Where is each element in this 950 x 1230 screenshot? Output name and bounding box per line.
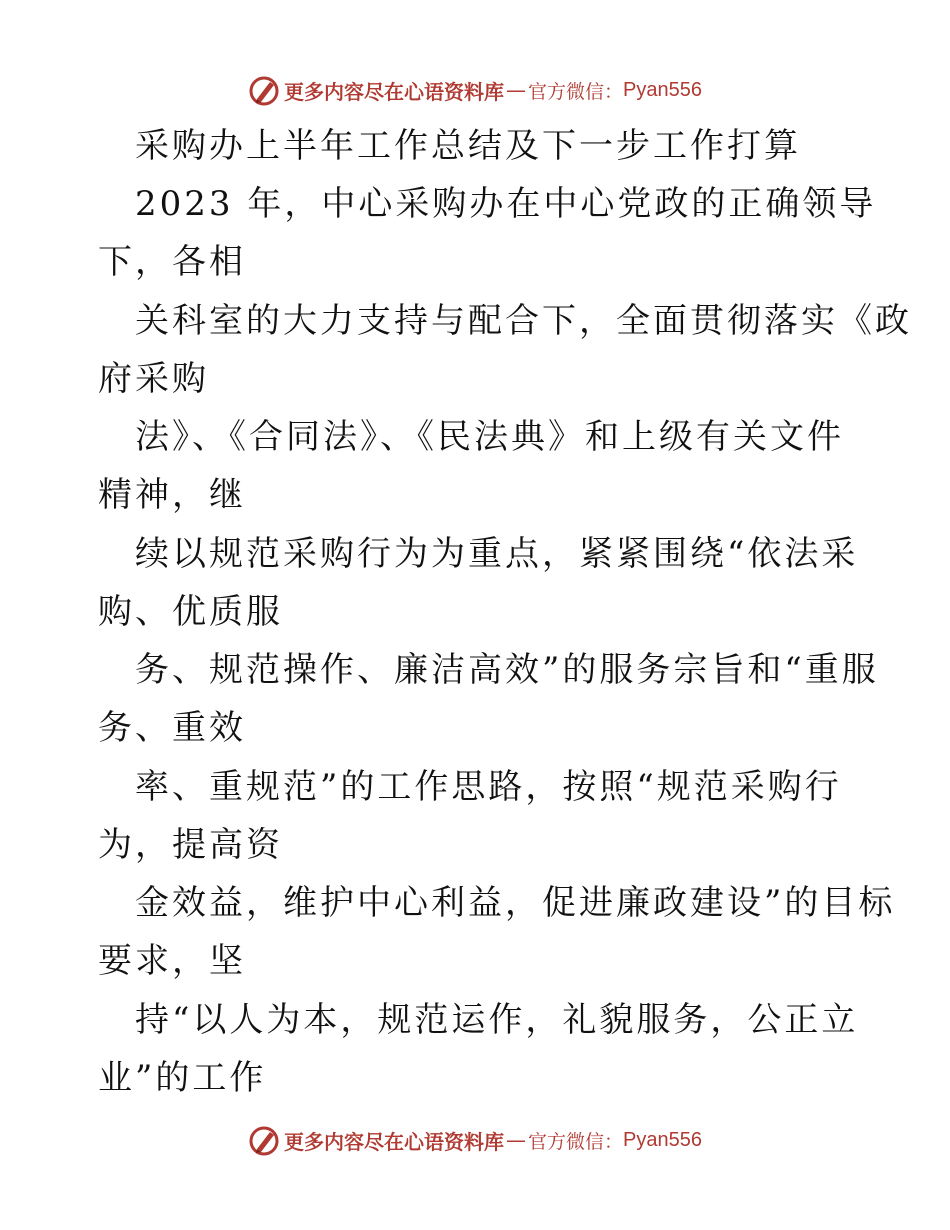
document-title: 采购办上半年工作总结及下一步工作打算 [135, 126, 801, 166]
paragraph-line: 下，各相 [98, 242, 246, 282]
banner-contact-label: 官方微信： [528, 1130, 624, 1153]
paragraph-line: 精神，继 [98, 475, 246, 515]
paragraph-line: 率、重规范”的工作思路，按照“规范采购行 [135, 767, 842, 807]
banner-text: 更多内容尽在心语资料库 [284, 1129, 504, 1154]
banner-separator: — [506, 78, 526, 102]
paragraph-line: 为，提高资 [98, 825, 283, 865]
banner-contact-id: Pyan556 [623, 1128, 702, 1151]
banner-separator: — [506, 1128, 526, 1152]
footer-banner [0, 1120, 950, 1160]
pen-logo-icon [248, 74, 280, 106]
paragraph-line: 府采购 [98, 359, 209, 399]
banner-contact-id: Pyan556 [623, 78, 702, 101]
paragraph-line: 持“以人为本，规范运作，礼貌服务，公正立 [135, 1000, 859, 1040]
paragraph-line: 续以规范采购行为为重点，紧紧围绕“依法采 [135, 534, 859, 574]
paragraph-line: 金效益，维护中心利益，促进廉政建设”的目标 [135, 883, 896, 923]
paragraph-line: 务、规范操作、廉洁高效”的服务宗旨和“重服 [135, 650, 879, 690]
paragraph-line: 业”的工作 [98, 1058, 267, 1098]
paragraph-line: 要求，坚 [98, 941, 246, 981]
banner-contact-label: 官方微信： [528, 80, 624, 103]
paragraph-line: 务、重效 [98, 708, 246, 748]
paragraph-line: 购、优质服 [98, 592, 283, 632]
paragraph-line: 法》、《合同法》、《民法典》和上级有关文件 [135, 417, 844, 457]
paragraph-line: 关科室的大力支持与配合下，全面贯彻落实《政 [135, 301, 912, 341]
paragraph-line: 2023 年，中心采购办在中心党政的正确领导 [135, 184, 877, 224]
pen-logo-icon [248, 1124, 280, 1156]
header-banner [0, 70, 950, 110]
banner-text: 更多内容尽在心语资料库 [284, 79, 504, 104]
